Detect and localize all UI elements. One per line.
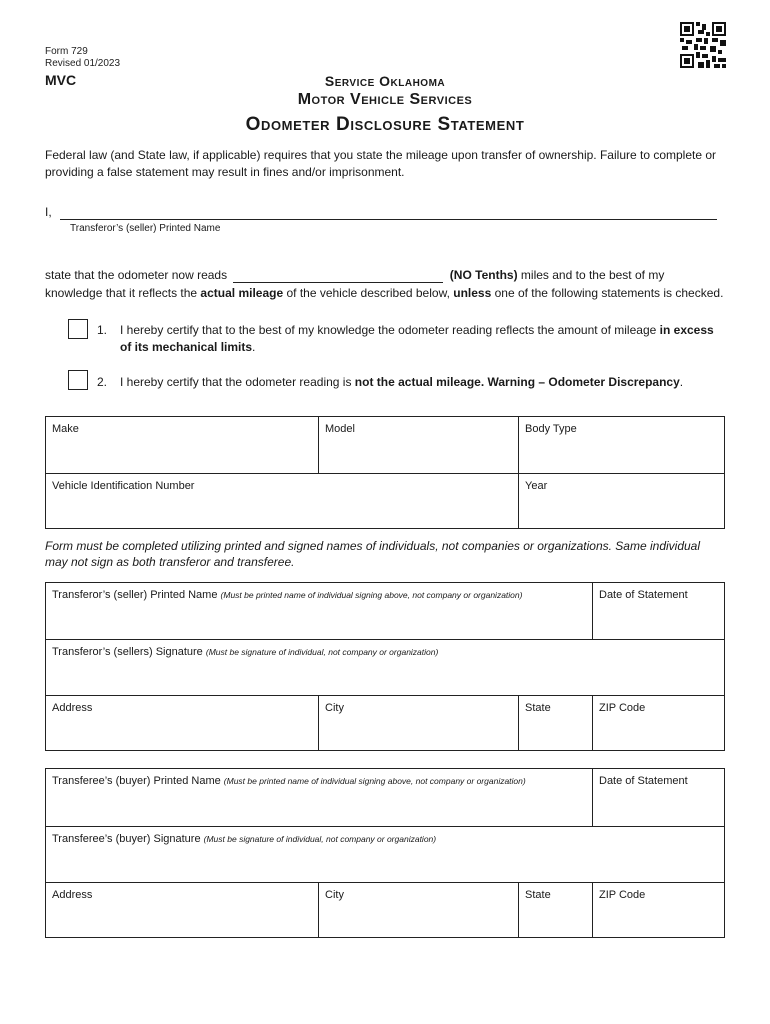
vin-field[interactable] [46, 473, 518, 528]
odometer-reading-blank[interactable] [233, 265, 443, 283]
transferor-printed-name-label: Transferor’s (seller) Printed Name [52, 589, 218, 601]
transferee-address-field[interactable] [46, 882, 318, 937]
certification-2-emphasis: not the actual mileage. Warning – Odometer Discrepancy [354, 375, 680, 389]
model-label: Model [325, 423, 355, 435]
transferee-state-field[interactable] [518, 882, 592, 937]
odometer-statement [45, 267, 725, 302]
certification-1-body: I hereby certify that to the best of my knowledge the odometer reading reflects the amount of mileage [120, 323, 660, 337]
odometer-text-2: miles and to the best of my knowledge that it reflects the [45, 268, 665, 300]
declaration-prefix: I, [45, 205, 52, 219]
division-name: Motor Vehicle Services [297, 91, 473, 108]
year-field[interactable] [518, 473, 724, 528]
transferee-signature-label: Transferee’s (buyer) Signature [52, 833, 201, 845]
odometer-text-1: state that the odometer now reads [45, 268, 228, 282]
transferor-date-label: Date of Statement [599, 589, 688, 601]
transferor-printed-name-note: (Must be printed name of individual signing above, not company or organization) [220, 590, 523, 600]
transferor-city-field[interactable] [318, 695, 518, 750]
body-type-field[interactable] [518, 417, 724, 473]
make-label: Make [52, 423, 79, 435]
transferee-signature-field[interactable] [46, 826, 724, 882]
no-tenths-label: (NO Tenths) [449, 268, 518, 282]
transferor-zip-field[interactable] [592, 695, 724, 750]
transferee-signature-note: (Must be signature of individual, not company or organization) [203, 834, 437, 844]
make-field[interactable] [46, 417, 318, 473]
transferor-city-label: City [325, 702, 344, 714]
certification-2-body: I hereby certify that the odometer reading is [120, 375, 355, 389]
transferor-printed-name-field[interactable] [46, 583, 592, 639]
certification-1-emphasis: in excess of its mechanical limits [120, 323, 714, 354]
certification-2-suffix: . [679, 375, 684, 389]
certification-2-checkbox[interactable] [68, 370, 88, 390]
signature-note: Form must be completed utilizing printed and signed names of individuals, not companies or organizations. Same individual may not sign as both transferor and transferee. [45, 539, 701, 569]
vehicle-info-table [45, 416, 725, 529]
transferor-signature-label: Transferor’s (sellers) Signature [52, 646, 203, 658]
odometer-text-4: one of the following statements is checked. [491, 286, 724, 300]
certification-1-checkbox[interactable] [68, 319, 88, 339]
transferee-date-field[interactable] [592, 769, 724, 826]
transferor-name-line[interactable] [60, 219, 717, 220]
revised-date: Revised 01/2023 [45, 58, 121, 69]
form-number-block [45, 46, 120, 70]
certification-2-text [120, 374, 725, 391]
transferee-state-label: State [525, 889, 551, 901]
agency-name: Service Oklahoma [324, 73, 446, 89]
transferee-table [45, 768, 725, 938]
certification-1-number: 1. [97, 323, 108, 337]
certification-2-number: 2. [97, 375, 108, 389]
transferee-address-label: Address [52, 889, 93, 901]
odometer-text-3: of the vehicle described below, [283, 286, 454, 300]
transferor-state-label: State [525, 702, 551, 714]
page-title: Odometer Disclosure Statement [245, 114, 525, 135]
transferor-signature-note: (Must be signature of individual, not company or organization) [205, 647, 439, 657]
transferee-zip-label: ZIP Code [599, 889, 646, 901]
intro-paragraph: Federal law (and State law, if applicable) requires that you state the mileage upon transfer of ownership. Failure to complete or providing a false statement may result in fines and/or imprisonment. [45, 148, 717, 179]
transferor-state-field[interactable] [518, 695, 592, 750]
body-type-label: Body Type [525, 423, 577, 435]
transferee-printed-name-field[interactable] [46, 769, 592, 826]
form-number: Form 729 [45, 46, 88, 57]
actual-mileage-label: actual mileage [200, 286, 284, 300]
transferor-address-field[interactable] [46, 695, 318, 750]
model-field[interactable] [318, 417, 518, 473]
certification-1-text [120, 322, 725, 356]
certification-1-suffix: . [252, 340, 256, 354]
transferor-signature-field[interactable] [46, 639, 724, 695]
year-label: Year [525, 480, 548, 492]
transferee-city-field[interactable] [318, 882, 518, 937]
transferor-address-label: Address [52, 702, 93, 714]
transferee-city-label: City [325, 889, 344, 901]
transferor-date-field[interactable] [592, 583, 724, 639]
transferee-printed-name-note: (Must be printed name of individual signing above, not company or organization) [223, 776, 526, 786]
transferee-zip-field[interactable] [592, 882, 724, 937]
vin-label: Vehicle Identification Number [52, 480, 195, 492]
qr-code-icon [680, 22, 726, 68]
unless-label: unless [453, 286, 492, 300]
transferor-zip-label: ZIP Code [599, 702, 646, 714]
transferee-printed-name-label: Transferee’s (buyer) Printed Name [52, 775, 221, 787]
transferee-date-label: Date of Statement [599, 775, 688, 787]
transferor-table [45, 582, 725, 751]
transferor-name-label: Transferor’s (seller) Printed Name [70, 223, 221, 234]
form-code: MVC [45, 72, 77, 88]
